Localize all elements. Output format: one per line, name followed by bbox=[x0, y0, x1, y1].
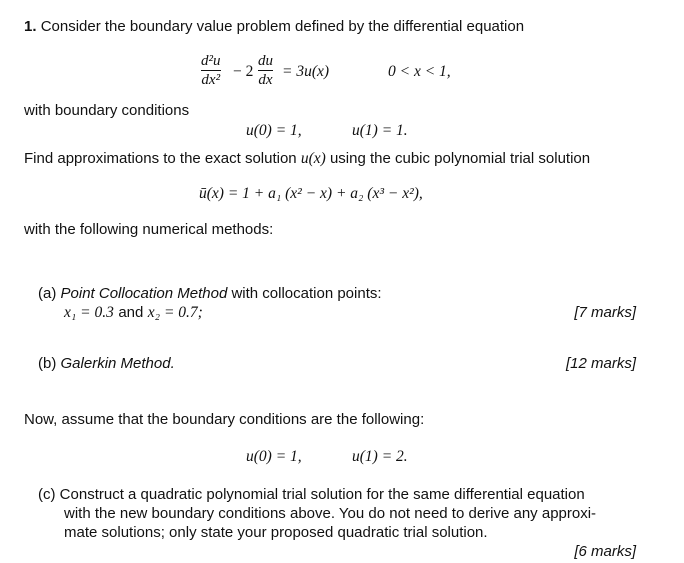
part-c-marks: [6 marks] bbox=[574, 543, 636, 560]
question-header bbox=[24, 18, 524, 35]
part-a-label: (a) bbox=[38, 285, 57, 302]
part-c-line3: mate solutions; only state your proposed quadratic trial solution. bbox=[64, 524, 488, 541]
find-text-math: u(x) bbox=[300, 150, 326, 167]
part-c-line1 bbox=[38, 486, 585, 503]
fraction-numerator: du bbox=[258, 53, 273, 69]
part-c-line2: with the new boundary conditions above. You do not need to derive any approxi- bbox=[64, 505, 597, 522]
find-text-b: using the cubic polynomial trial solution bbox=[329, 150, 591, 167]
fraction-numerator: d²u bbox=[201, 53, 221, 69]
point-x1: x₁ = 0.3 bbox=[64, 304, 114, 321]
fraction-d2u-dx2 bbox=[201, 53, 221, 88]
points-and: and bbox=[118, 304, 144, 321]
part-a-method: Point Collocation Method bbox=[60, 285, 228, 302]
bc-intro: with boundary conditions bbox=[24, 102, 190, 119]
question-number: 1. bbox=[24, 18, 37, 35]
part-b-marks: [12 marks] bbox=[565, 355, 636, 372]
methods-intro: with the following numerical methods: bbox=[24, 221, 274, 238]
trial-solution: ū(x) = 1 + a₁ (x² − x) + a₂ (x³ − x²), bbox=[199, 185, 423, 202]
part-b bbox=[38, 355, 175, 372]
question-intro: Consider the boundary value problem defined by the differential equation bbox=[40, 18, 525, 35]
ode-minus-two: − 2 bbox=[233, 63, 254, 80]
fraction-denominator: dx bbox=[258, 72, 273, 88]
part-b-method: Galerkin Method. bbox=[60, 355, 175, 372]
part-a-points bbox=[64, 304, 203, 322]
part-a bbox=[38, 285, 382, 302]
bc-u0: u(0) = 1, bbox=[246, 122, 302, 139]
part-a-rest: with collocation points: bbox=[231, 285, 382, 302]
part-b-label: (b) bbox=[38, 355, 57, 372]
ode-domain: 0 < x < 1, bbox=[388, 63, 451, 80]
part-c-label: (c) bbox=[38, 486, 56, 503]
part-c-text1: Construct a quadratic polynomial trial solution for the same differential equation bbox=[59, 486, 585, 503]
fraction-du-dx bbox=[258, 53, 273, 88]
fraction-bar bbox=[201, 70, 221, 71]
part-a-marks: [7 marks] bbox=[574, 304, 636, 321]
find-approx-text bbox=[24, 150, 590, 168]
point-x2: x₂ = 0.7; bbox=[147, 304, 203, 321]
new-bc-u0: u(0) = 1, bbox=[246, 448, 302, 465]
new-bc-intro: Now, assume that the boundary conditions are the following: bbox=[24, 411, 425, 428]
new-bc-u1: u(1) = 2. bbox=[352, 448, 408, 465]
ode-rhs: = 3u(x) bbox=[282, 63, 330, 80]
bc-u1: u(1) = 1. bbox=[352, 122, 408, 139]
find-text-a: Find approximations to the exact solution bbox=[24, 150, 297, 167]
fraction-bar bbox=[258, 70, 273, 71]
fraction-denominator: dx² bbox=[201, 72, 221, 88]
